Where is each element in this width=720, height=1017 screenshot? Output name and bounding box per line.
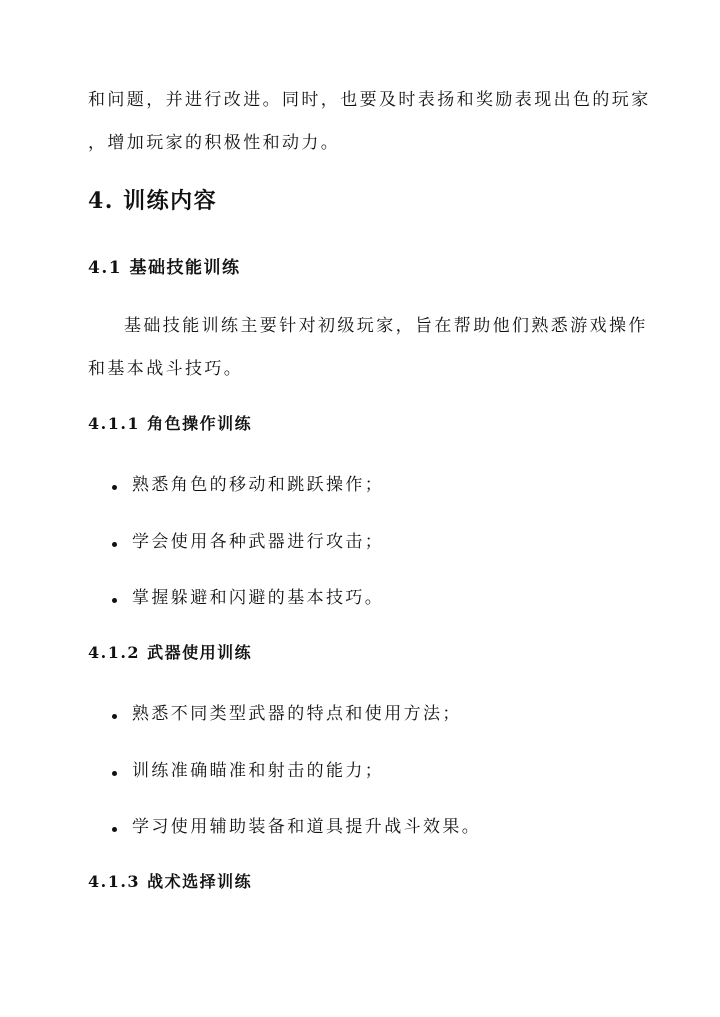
list-item: 学会使用各种武器进行攻击；	[132, 532, 385, 552]
section-4-1-1-heading: 4.1.1 角色操作训练	[88, 414, 253, 433]
section-4-1-heading: 4.1 基础技能训练	[88, 258, 241, 278]
intro-paragraph-line-2: ，增加玩家的积极性和动力。	[88, 133, 341, 153]
list-item: 学习使用辅助装备和道具提升战斗效果。	[132, 817, 482, 837]
section-4-1-2-heading: 4.1.2 武器使用训练	[88, 643, 253, 662]
bullet-dot-icon	[112, 714, 117, 719]
list-item: 掌握躲避和闪避的基本技巧。	[132, 588, 385, 608]
list-item: 熟悉角色的移动和跳跃操作；	[132, 475, 385, 495]
bullet-dot-icon	[112, 771, 117, 776]
intro-paragraph-line-1: 和问题，并进行改进。同时，也要及时表扬和奖励表现出色的玩家	[88, 90, 651, 110]
bullet-dot-icon	[112, 598, 117, 603]
section-4-1-paragraph-line-1: 基础技能训练主要针对初级玩家，旨在帮助他们熟悉游戏操作	[124, 316, 648, 336]
bullet-dot-icon	[112, 827, 117, 832]
section-4-1-3-heading: 4.1.3 战术选择训练	[88, 872, 253, 891]
bullet-dot-icon	[112, 542, 117, 547]
list-item: 训练准确瞄准和射击的能力；	[132, 761, 385, 781]
section-4-heading: 4. 训练内容	[88, 188, 218, 214]
list-item: 熟悉不同类型武器的特点和使用方法；	[132, 704, 462, 724]
bullet-dot-icon	[112, 485, 117, 490]
section-4-1-paragraph-line-2: 和基本战斗技巧。	[88, 359, 244, 379]
